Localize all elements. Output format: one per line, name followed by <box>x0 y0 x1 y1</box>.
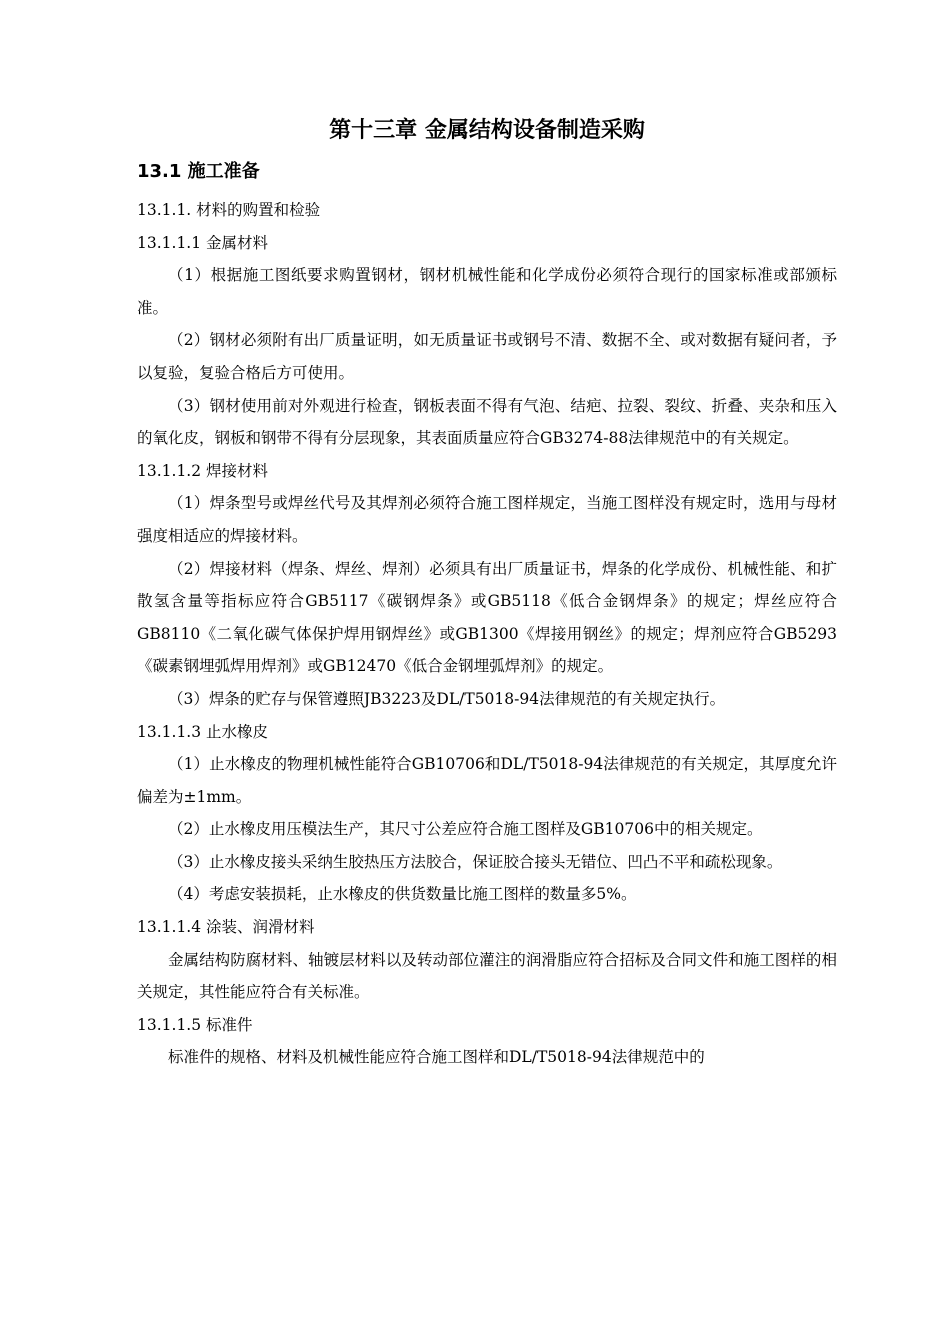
paragraph: （2）焊接材料（焊条、焊丝、焊剂）必须具有出厂质量证书，焊条的化学成份、机械性能、和扩散氢含量等指标应符合GB5117《碳钢焊条》或GB5118《低合金钢焊条》的规定；焊丝应符合GB8110《二氧化碳气体保护焊用钢焊丝》或GB1300《焊接用钢丝》的规定；焊剂应符合GB5293《碳素钢埋弧焊用焊剂》或GB12470《低合金钢埋弧焊剂》的规定。 <box>137 559 837 676</box>
paragraph: （3）钢材使用前对外观进行检查，钢板表面不得有气泡、结疤、拉裂、裂纹、折叠、夹杂和压入的氧化皮，钢板和钢带不得有分层现象，其表面质量应符合GB3274-88法律规范中的有关规定。 <box>137 396 837 448</box>
paragraph: （3）焊条的贮存与保管遵照JB3223及DL/T5018-94法律规范的有关规定执行。 <box>168 689 726 708</box>
paragraph: （2）止水橡皮用压模法生产，其尺寸公差应符合施工图样及GB10706中的相关规定。 <box>168 820 763 839</box>
section-title: 13.1 施工准备 <box>137 161 260 182</box>
subsection-heading: 13.1.1.1 金属材料 <box>137 233 269 252</box>
document-body <box>137 194 837 1074</box>
subsection-heading: 13.1.1. 材料的购置和检验 <box>137 201 321 219</box>
paragraph: （3）止水橡皮接头采纳生胶热压方法胶合，保证胶合接头无错位、凹凸不平和疏松现象。 <box>168 852 783 871</box>
paragraph: （4）考虑安装损耗，止水橡皮的供货数量比施工图样的数量多5%。 <box>168 885 637 904</box>
paragraph: （1）焊条型号或焊丝代号及其焊剂必须符合施工图样规定，当施工图样没有规定时，选用与母材强度相适应的焊接材料。 <box>137 494 837 545</box>
paragraph: 金属结构防腐材料、轴镀层材料以及转动部位灌注的润滑脂应符合招标及合同文件和施工图样的相关规定，其性能应符合有关标准。 <box>137 950 837 1002</box>
subsection-heading: 13.1.1.4 涂装、润滑材料 <box>137 918 315 937</box>
chapter-title: 第十三章 金属结构设备制造采购 <box>329 118 645 143</box>
paragraph: （2）钢材必须附有出厂质量证明，如无质量证书或钢号不清、数据不全、或对数据有疑问者，予以复验，复验合格后方可使用。 <box>137 331 837 382</box>
paragraph: （1）根据施工图纸要求购置钢材，钢材机械性能和化学成份必须符合现行的国家标准或部颁标准。 <box>137 266 837 317</box>
subsection-heading: 13.1.1.3 止水橡皮 <box>137 722 269 741</box>
subsection-heading: 13.1.1.2 焊接材料 <box>137 461 269 480</box>
subsection-heading: 13.1.1.5 标准件 <box>137 1015 253 1034</box>
paragraph: （1）止水橡皮的物理机械性能符合GB10706和DL/T5018-94法律规范的有关规定，其厚度允许偏差为±1mm。 <box>137 755 837 806</box>
paragraph: 标准件的规格、材料及机械性能应符合施工图样和DL/T5018-94法律规范中的 <box>168 1048 705 1067</box>
